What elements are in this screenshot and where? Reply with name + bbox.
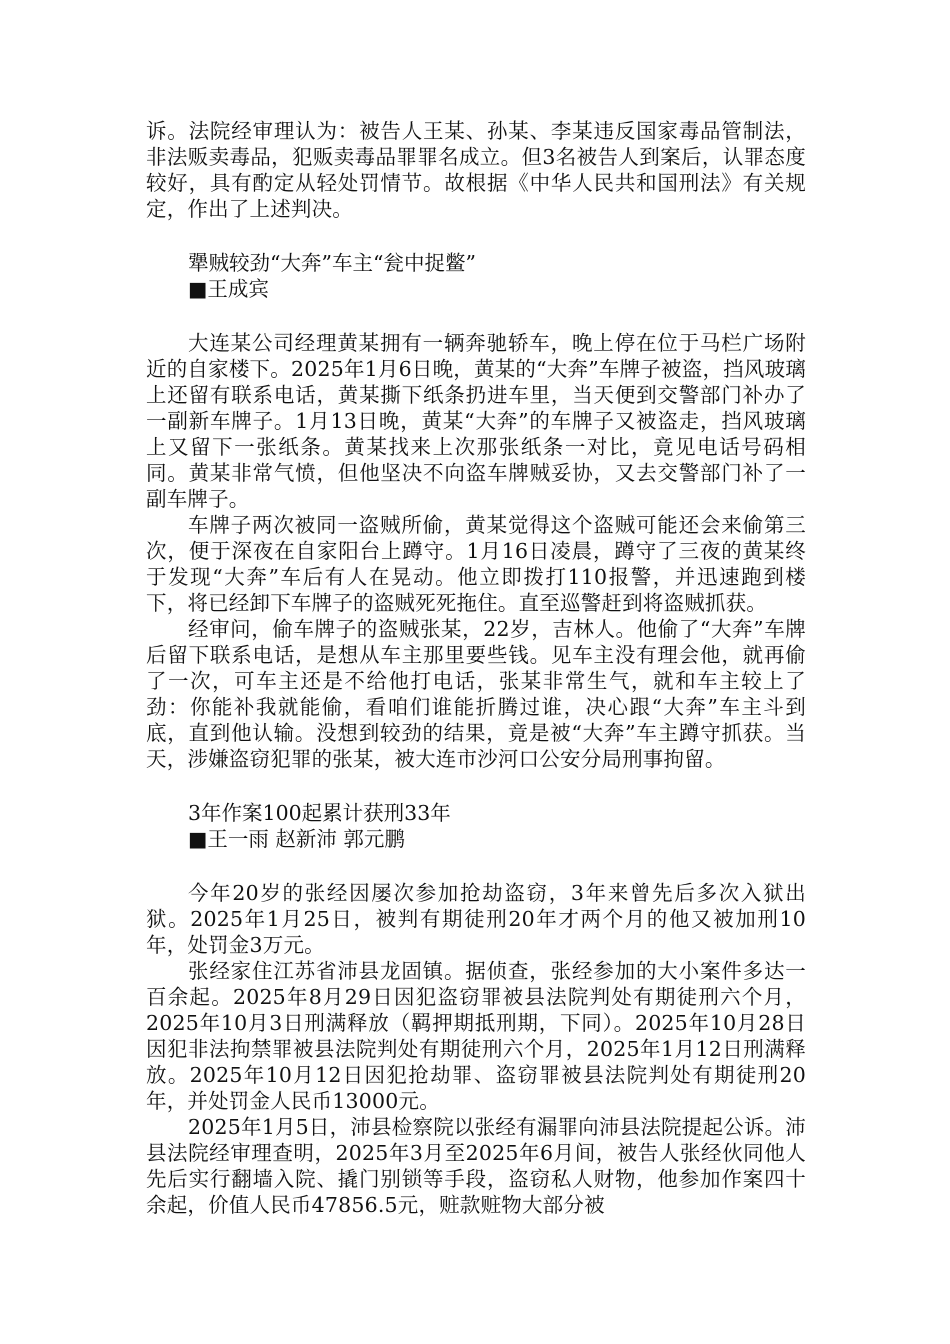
spacer [146,302,806,330]
continuation-paragraph: 诉。法院经审理认为：被告人王某、孙某、李某违反国家毒品管制法，非法贩卖毒品，犯贩卖毒品罪罪名成立。但3名被告人到案后，认罪态度较好，具有酌定从轻处罚情节。故根据《中华人民共和国刑法》有关规定，作出了上述判决。 [146,119,806,221]
spacer [146,772,806,800]
spacer [146,222,806,250]
spacer [146,852,806,880]
article-2-byline: ■王一雨 赵新沛 郭元鹏 [188,827,405,851]
article-1-paragraph: 大连某公司经理黄某拥有一辆奔驰轿车，晚上停在位于马栏广场附近的自家楼下。2025年1月6日晚，黄某的“大奔”车牌子被盗，挡风玻璃上还留有联系电话，黄某撕下纸条扔进车里，当天便到交警部门补办了一副新车牌子。1月13日晚，黄某“大奔”的车牌子又被盗走，挡风玻璃上又留下一张纸条。黄某找来上次那张纸条一对比，竟见电话号码相同。黄某非常气愤，但他坚决不向盗车牌贼妥协，又去交警部门补了一副车牌子。 [146,331,806,511]
article-1-headline: 犟贼较劲“大奔”车主“瓮中捉鳖” [188,251,476,275]
article-1-byline: ■王成宾 [188,277,269,301]
article-2-headline: 3年作案100起累计获刑33年 [188,801,451,825]
article-1-paragraph: 车牌子两次被同一盗贼所偷，黄某觉得这个盗贼可能还会来偷第三次，便于深夜在自家阳台上蹲守。1月16日凌晨，蹲守了三夜的黄某终于发现“大奔”车后有人在晃动。他立即拨打110报警，并迅速跑到楼下，将已经卸下车牌子的盗贼死死拖住。直至巡警赶到将盗贼抓获。 [146,513,806,615]
article-2-paragraph: 张经家住江苏省沛县龙固镇。据侦查，张经参加的大小案件多达一百余起。2025年8月29日因犯盗窃罪被县法院判处有期徒刑六个月，2025年10月3日刑满释放（羁押期抵刑期，下同）。2025年10月28日因犯非法拘禁罪被县法院判处有期徒刑六个月，2025年1月12日刑满释放。2025年10月12日因犯抢劫罪、盗窃罪被县法院判处有期徒刑20年，并处罚金人民币13000元。 [146,959,806,1113]
article-2-paragraph: 2025年1月5日，沛县检察院以张经有漏罪向沛县法院提起公诉。沛县法院经审理查明，2025年3月至2025年6月间，被告人张经伙同他人先后实行翻墙入院、撬门别锁等手段，盗窃私人财物，他参加作案四十余起，价值人民币47856.5元，赃款赃物大部分被 [146,1115,806,1217]
article-1-paragraph: 经审问，偷车牌子的盗贼张某，22岁，吉林人。他偷了“大奔”车牌后留下联系电话，是想从车主那里要些钱。见车主没有理会他，就再偷了一次，可车主还是不给他打电话，张某非常生气，就和车主较上了劲：你能补我就能偷，看咱们谁能折腾过谁，决心跟“大奔”车主斗到底，直到他认输。没想到较劲的结果，竟是被“大奔”车主蹲守抓获。当天，涉嫌盗窃犯罪的张某，被大连市沙河口公安分局刑事拘留。 [146,617,806,771]
article-2-paragraph: 今年20岁的张经因屡次参加抢劫盗窃，3年来曾先后多次入狱出狱。2025年1月25日，被判有期徒刑20年才两个月的他又被加刑10年，处罚金3万元。 [146,881,806,957]
document-page [146,118,806,1218]
